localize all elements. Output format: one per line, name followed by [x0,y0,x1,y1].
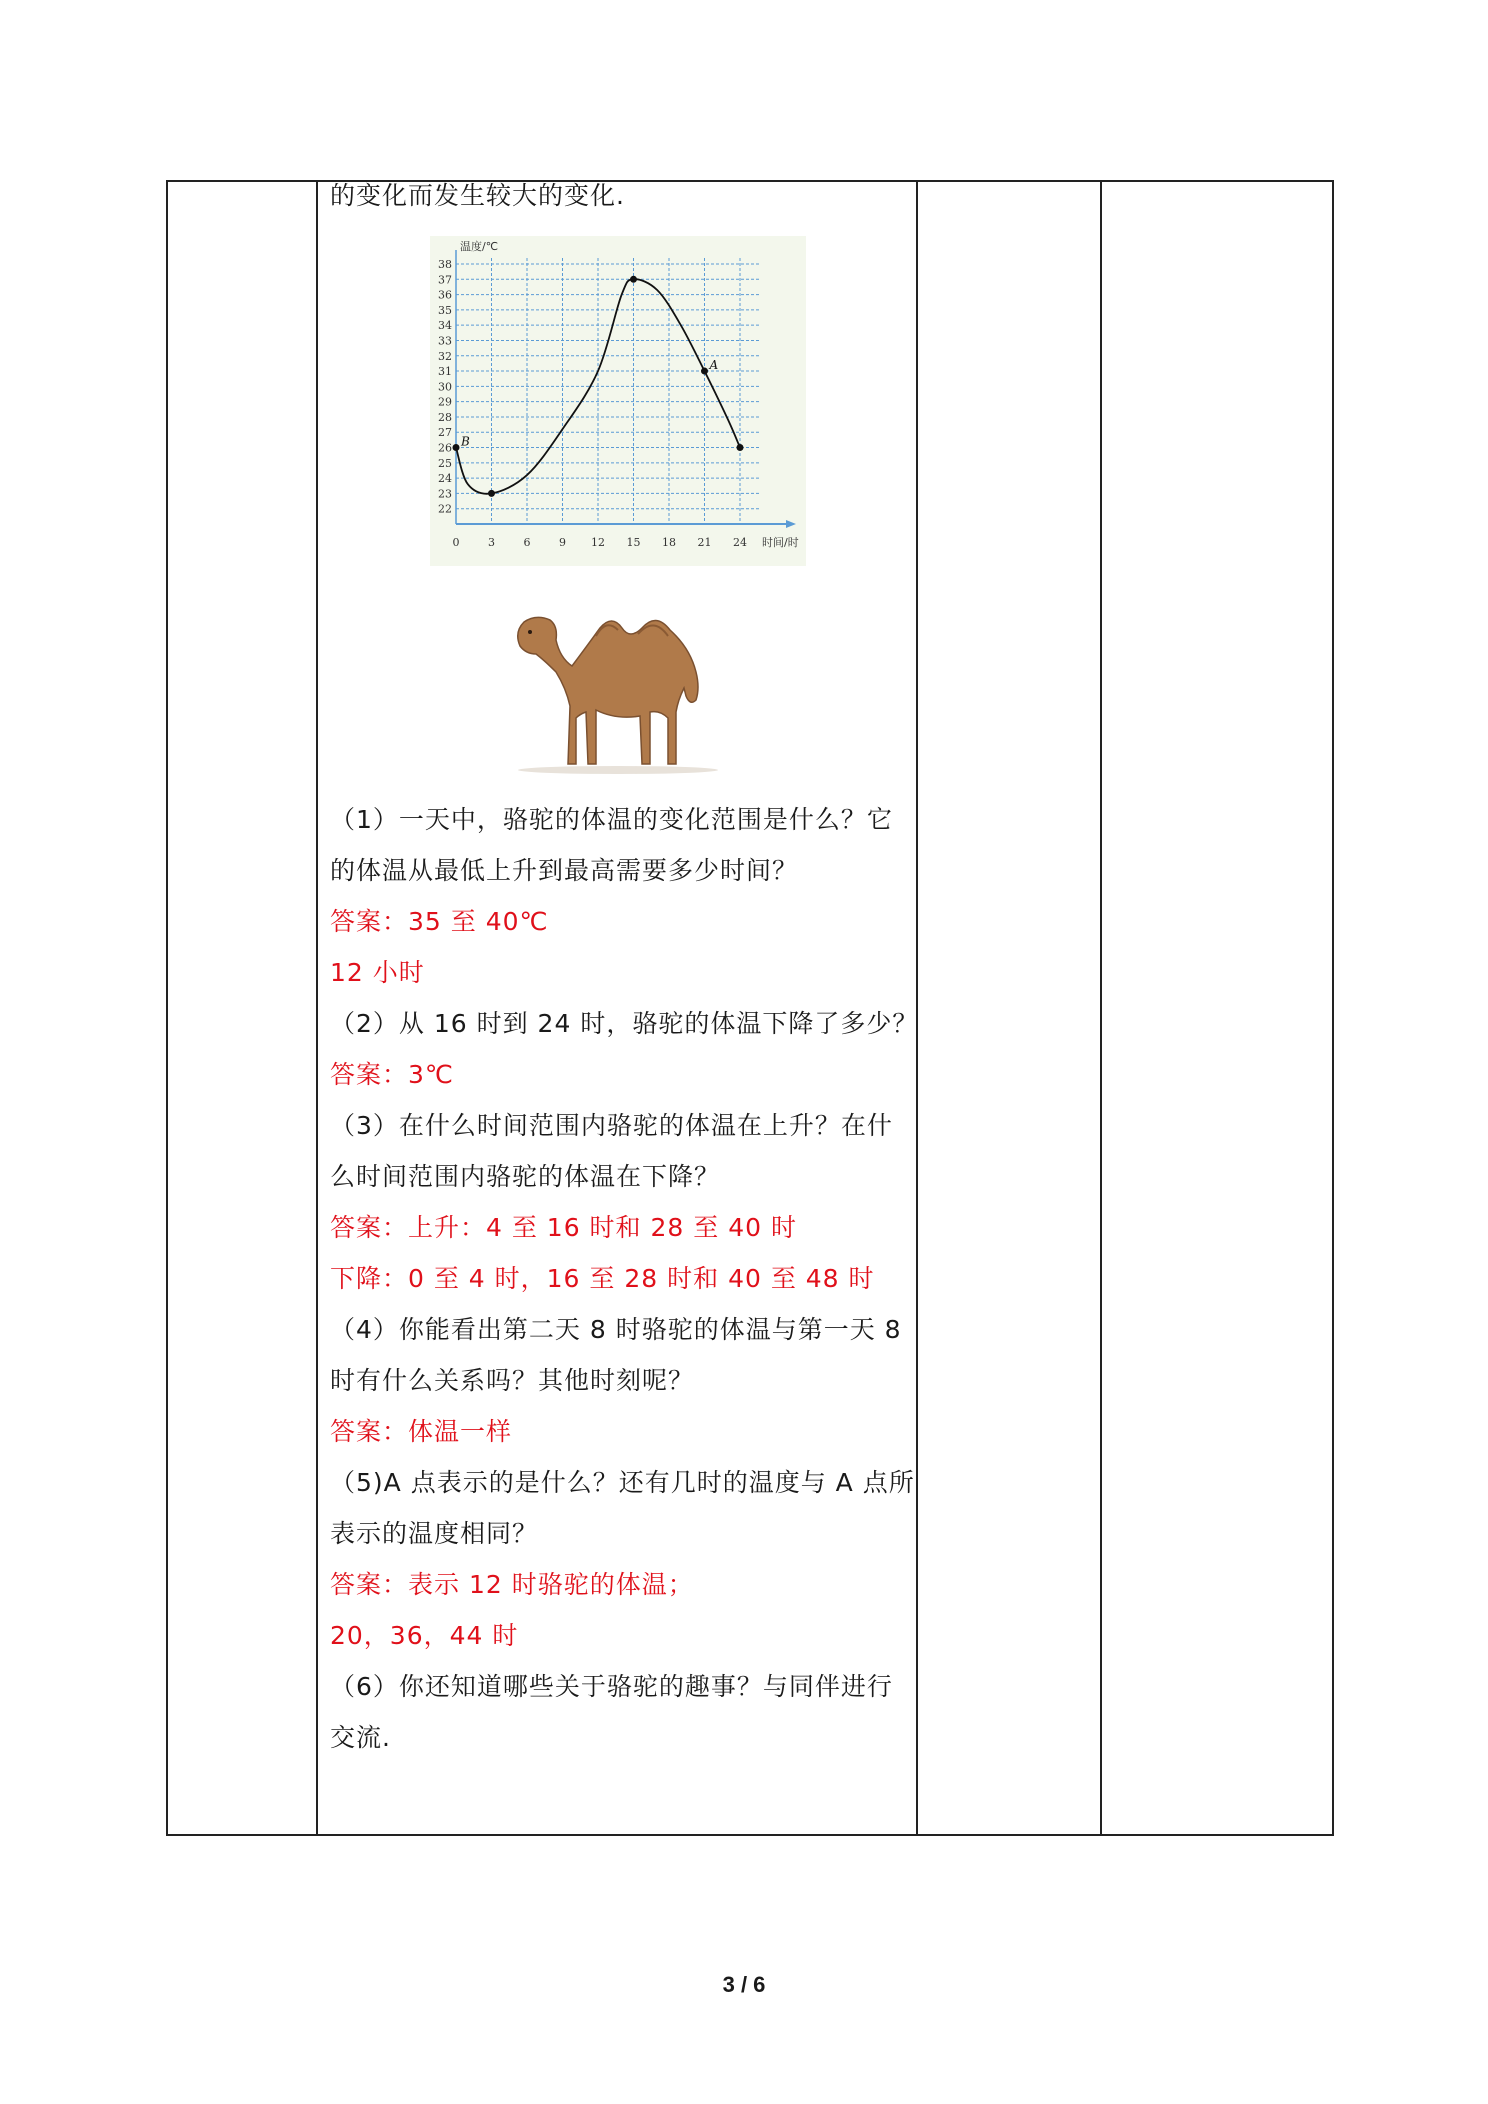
y-tick-label: 25 [438,456,452,470]
point-label: A [709,358,719,373]
y-tick-label: 37 [438,273,452,287]
question-line: 表示的温度相同？ [330,1519,539,1548]
x-tick-label: 0 [452,536,460,549]
y-tick-label: 29 [438,395,452,409]
x-tick-label: 12 [591,536,605,549]
y-tick-label: 32 [438,349,452,363]
question-line: 么时间范围内骆驼的体温在下降？ [330,1162,721,1191]
x-tick-label: 6 [523,536,531,549]
answer-line: 答案：35 至 40℃ [330,907,549,936]
intro-line: 的变化而发生较大的变化. [330,181,625,210]
y-tick-label: 34 [438,319,452,333]
y-tick-label: 31 [438,365,452,379]
camel-image [500,588,736,774]
y-tick-label: 36 [438,288,452,302]
x-tick-label: 24 [733,536,747,549]
y-tick-label: 35 [438,303,452,317]
y-tick-label: 22 [438,502,452,516]
question-line: （5)A 点表示的是什么？还有几时的温度与 A 点所 [330,1468,915,1497]
data-point [453,444,460,451]
y-axis-label: 温度/℃ [460,240,499,253]
question-line: 的体温从最低上升到最高需要多少时间？ [330,856,799,885]
answer-line: 答案：上升：4 至 16 时和 28 至 40 时 [330,1213,797,1242]
page-number: 3 / 6 [722,1972,766,1997]
question-line: （6）你还知道哪些关于骆驼的趣事？与同伴进行 [330,1672,893,1701]
y-tick-label: 27 [438,426,452,440]
x-tick-label: 15 [626,536,641,549]
y-tick-label: 23 [438,487,452,501]
answer-line: 答案：表示 12 时骆驼的体温； [330,1570,694,1599]
y-tick-label: 30 [438,380,452,394]
answer-line: 下降：0 至 4 时，16 至 28 时和 40 至 48 时 [330,1264,875,1293]
y-tick-label: 38 [438,258,452,271]
answer-line: 答案：3℃ [330,1060,454,1089]
data-point [701,368,708,375]
point-label: B [461,434,470,449]
data-point [488,490,495,497]
answer-line: 答案：体温一样 [330,1417,513,1446]
column-divider-3 [1100,182,1102,1834]
y-tick-label: 33 [438,334,452,348]
x-tick-label: 3 [488,536,495,549]
x-tick-label: 18 [662,536,676,549]
data-point [630,276,637,283]
question-line: （3）在什么时间范围内骆驼的体温在上升？在什 [330,1111,893,1140]
y-tick-label: 26 [438,441,452,455]
question-line: （4）你能看出第二天 8 时骆驼的体温与第一天 8 [330,1315,902,1344]
answer-line: 12 小时 [330,958,425,987]
question-line: （2）从 16 时到 24 时，骆驼的体温下降了多少？ [330,1009,919,1038]
y-tick-label: 24 [438,472,452,486]
temperature-chart [430,236,806,566]
chart-background [430,236,806,566]
answer-line: 20，36，44 时 [330,1621,519,1650]
y-tick-label: 28 [438,410,452,424]
question-line: （1）一天中，骆驼的体温的变化范围是什么？它 [330,805,893,834]
data-point [737,444,744,451]
question-line: 时有什么关系吗？其他时刻呢？ [330,1366,695,1395]
column-divider-1 [316,182,318,1834]
x-tick-label: 9 [559,536,566,549]
x-tick-label: 21 [697,536,712,549]
question-line: 交流. [330,1723,391,1752]
x-axis-label: 时间/时 [762,536,799,549]
